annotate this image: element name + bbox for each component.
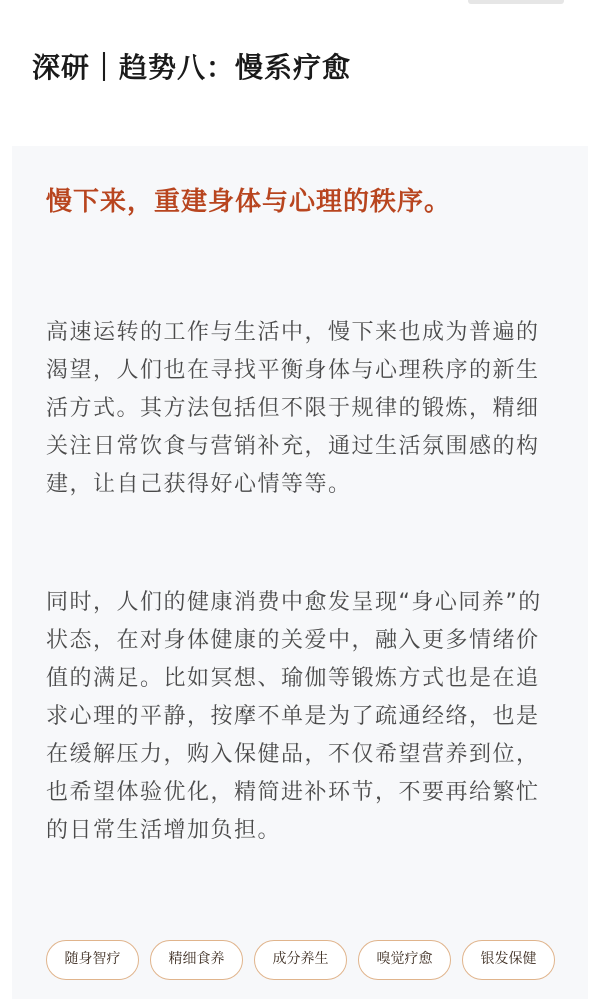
- tag-chip[interactable]: 精细食养: [150, 940, 243, 980]
- paragraph-1: 高速运转的工作与生活中，慢下来也成为普遍的渴望，人们也在寻找平衡身体与心理秩序的新生活方式。其方法包括但不限于规律的锻炼，精细关注日常饮食与营销补充，通过生活氛围感的构建，让自己获得好心情等等。: [46, 320, 540, 497]
- tag-list: [46, 940, 566, 980]
- top-edge-fragment: [468, 0, 564, 4]
- tag-chip[interactable]: 随身智疗: [46, 940, 139, 980]
- content-card: [12, 146, 588, 999]
- tag-chip[interactable]: 嗅觉疗愈: [358, 940, 451, 980]
- page-title: 深研｜趋势八：慢系疗愈: [32, 51, 352, 84]
- section-heading: 慢下来，重建身体与心理的秩序。: [46, 187, 452, 217]
- paragraph-2: 同时，人们的健康消费中愈发呈现“身心同养”的状态，在对身体健康的关爱中，融入更多情绪价值的满足。比如冥想、瑜伽等锻炼方式也是在追求心理的平静，按摩不单是为了疏通经络，也是在缓解压力，购入保健品，不仅希望营养到位，也希望体验优化，精简进补环节，不要再给繁忙的日常生活增加负担。: [46, 590, 542, 843]
- tag-chip[interactable]: 成分养生: [254, 940, 347, 980]
- tag-chip[interactable]: 银发保健: [462, 940, 555, 980]
